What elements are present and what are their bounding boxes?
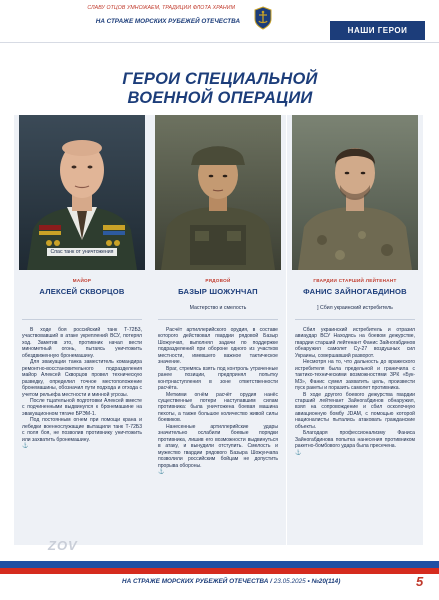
page-title bbox=[60, 70, 380, 108]
hero-story bbox=[295, 327, 415, 456]
portrait-photo-zaynogabdinov bbox=[292, 115, 418, 270]
flag-stripe-blue bbox=[0, 561, 439, 568]
hero-rank: РЯДОВОЙ bbox=[205, 278, 231, 283]
portrait-photo-skvortsov bbox=[19, 115, 145, 270]
hero-name: БАЗЫР ШОЖУНЧАП bbox=[178, 287, 258, 296]
navy-emblem-icon bbox=[253, 6, 273, 30]
portrait-photo-shozhunchap bbox=[155, 115, 281, 270]
card-divider bbox=[295, 319, 415, 320]
story-paragraph: После тщательной подготовки Алексей вместе с подчиненными выдвинулся к бронемашине на эвакуационном тягаче БРЭМ-1. bbox=[22, 397, 142, 417]
header-slogan: СЛАВУ ОТЦОВ УМНОЖАЕМ, ТРАДИЦИИ ФЛОТА ХРАНИМ bbox=[87, 5, 235, 11]
footer-separator: / bbox=[270, 578, 274, 585]
story-paragraph: Несмотря на то, что дальность до вражеского истребителя была предельной и граничила с тактико-техническими возможностями ЗРК «Бук-М3», Фанис сумел захватить цель, произвести пуск ракеты и поразить самолет противника. bbox=[295, 359, 415, 392]
page-title-line-2: ВОЕННОЙ ОПЕРАЦИИ bbox=[127, 89, 313, 107]
section-badge: НАШИ ГЕРОИ bbox=[330, 21, 425, 40]
footer-issue: №20(114) bbox=[311, 578, 341, 585]
story-paragraph: Враг, стремясь взять под контроль утраченные ранее позиции, предпринял попытку контрнаступления в зоне ответственности расчёта. bbox=[158, 365, 278, 392]
header-divider bbox=[0, 42, 439, 43]
page-footer bbox=[122, 578, 422, 585]
story-paragraph: Для эвакуации танка заместитель командира ремонтно-восстановительного подразделения майор Алексей Скворцов провел техническую разведку, определил точное местоположение бронемашины, обозначил пути подхода и отхода с учетом рельефа местности и минной угрозы. bbox=[22, 359, 142, 398]
footer-title: НА СТРАЖЕ МОРСКИХ РУБЕЖЕЙ ОТЕЧЕСТВА bbox=[122, 578, 269, 585]
footer-date: 23.05.2025 bbox=[273, 578, 306, 585]
anchor-end-icon: ⚓ bbox=[295, 449, 302, 456]
card-divider bbox=[158, 319, 278, 320]
hero-story bbox=[22, 327, 142, 450]
hero-card-zaynogabdinov bbox=[287, 115, 423, 573]
story-paragraph: Сбил украинский истребитель и отразил авиаудар ВСУ Находясь на боевом дежурстве, гвардии старший лейтенант Фанис Зайногабдинов обнаружил самолет Су-27 воздушных сил Украины, совершавший разворот. bbox=[295, 327, 415, 359]
story-paragraph: В ходе другого боевого дежурства гвардии старший лейтенант Зайногабдинов обнаружил, взял на сопровождение и сбил осколочную авиационную бомбу JDAM, с помощью которой националисты пытались атаковать гражданские объекты. bbox=[295, 391, 415, 430]
anchor-end-icon: ⚓ bbox=[158, 468, 165, 475]
story-paragraph: В ходе боя российский танк Т-72Б3, участвовавший в атаке укреплений ВСУ, потерял ход. Заметив это, противник начал вести минометный огонь, пытаясь уничтожить обездвиженную бронемашину. bbox=[22, 327, 142, 359]
hero-rank: ГВАРДИИ СТАРШИЙ ЛЕЙТЕНАНТ bbox=[313, 278, 397, 283]
hero-award: ] Сбил украинский истребитель bbox=[317, 305, 393, 311]
newspaper-title: НА СТРАЖЕ МОРСКИХ РУБЕЖЕЙ ОТЕЧЕСТВА bbox=[95, 18, 240, 25]
page-title-line-1: ГЕРОИ СПЕЦИАЛЬНОЙ bbox=[122, 70, 318, 88]
card-divider bbox=[22, 319, 142, 320]
story-paragraph: Под постоянным огнем при помощи крана и лебедки военнослужащие вытащили танк Т-72Б3 с поля боя, не позволив противнику уничтожить или захватить бронемашину. bbox=[22, 417, 142, 443]
flag-stripe-red bbox=[0, 568, 439, 574]
footer-separator: • bbox=[307, 578, 312, 585]
hero-name: АЛЕКСЕЙ СКВОРЦОВ bbox=[39, 287, 125, 296]
zov-watermark: ZOV bbox=[48, 538, 78, 553]
hero-story bbox=[158, 327, 278, 475]
story-paragraph: Меткими огнём расчёт орудия нанёс существенные потери наступавшим силам противника: была уничтожена боевая машина пехоты, а также большое количество живой силы боевиков. bbox=[158, 391, 278, 424]
story-paragraph: Расчёт артиллерийского орудия, в составе которого действовал гвардии рядовой Базыр Шожунчап, выполнял задачи по поддержке подразделений при обороне одного из участков местности, имевшего важное тактическое значение. bbox=[158, 327, 278, 366]
story-paragraph: Нанесенные артиллерийские удары значительно ослабили боевые порядки противника, лишив его возможности выдвинуться в атаку, и вынудили отступить. Смелость и мужество гвардии рядового Базыра Шожунчапа позволили российским бойцам не допустить прорыва обороны. bbox=[158, 423, 278, 469]
page-number: 5 bbox=[416, 574, 424, 589]
photo-caption-text: Спас танк от уничтожения bbox=[47, 248, 118, 256]
hero-card-skvortsov bbox=[14, 115, 150, 573]
photo-caption bbox=[14, 248, 150, 256]
hero-rank: МАЙОР bbox=[72, 278, 92, 283]
anchor-end-icon: ⚓ bbox=[22, 443, 29, 450]
hero-card-shozhunchap bbox=[150, 115, 286, 573]
hero-award: Мастерство и смелость bbox=[189, 305, 247, 311]
hero-name: ФАНИС ЗАЙНОГАБДИНОВ bbox=[303, 287, 407, 296]
story-paragraph: Благодаря профессионализму Фаниса Зайногабдинова попытка нанесения противником ракетно-бомбового удара была пресечена. bbox=[295, 430, 415, 450]
